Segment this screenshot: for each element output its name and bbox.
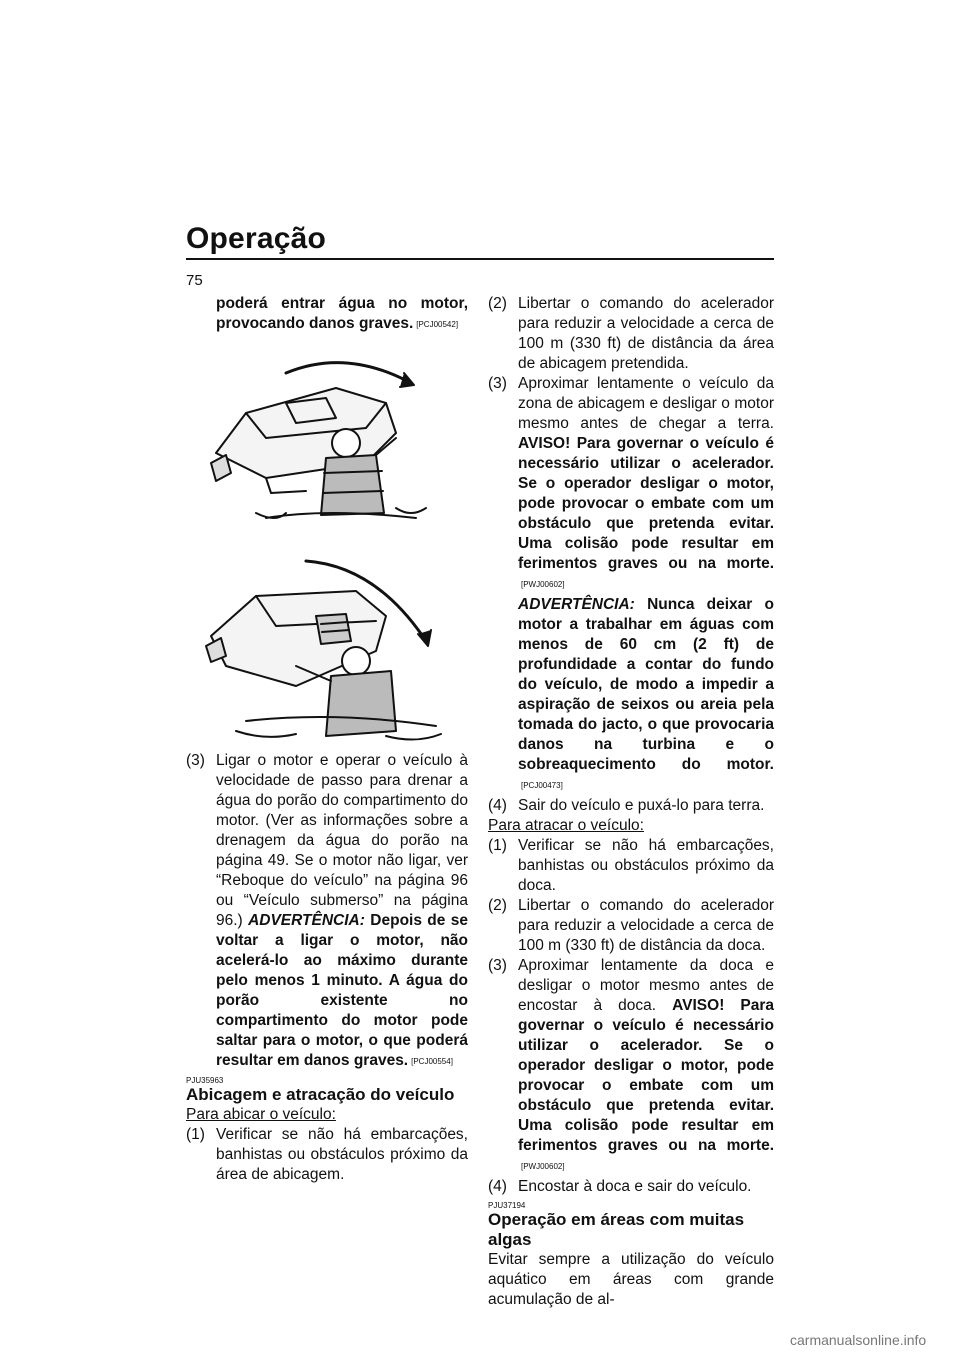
reference-code: [PWJ00602]	[521, 580, 565, 589]
left-column	[186, 294, 468, 1185]
reference-code: [PCJ00473]	[521, 781, 563, 790]
section-title: Abicagem e atracação do veículo	[186, 1085, 455, 1104]
warning-block: ADVERTÊNCIA: Nunca deixar o motor a trabalhar em águas com menos de 60 cm (2 ft) de profundidade a contar do fundo do veículo, de modo a impedir a aspiração de seixos ou areia pela tomada do jacto, o que provocaria danos na turbina e o sobreaquecimento do motor.[PCJ00473]	[518, 596, 774, 790]
list-item: (1) Verificar se não há embarcações, banhistas ou obstáculos próximo da doca.	[488, 837, 774, 894]
capsize-illustration-bottom	[186, 546, 468, 751]
list-item: (3) Ligar o motor e operar o veículo à velocidade de passo para drenar a água do porão do compartimento do motor. (Ver as informações sobre a drenagem da água do porão na página 49. Se o motor não ligar, ver “Reboque do veículo” na página 96 ou “Veículo submerso” na página 96.) ADVERTÊNCIA: Depois de se voltar a ligar o motor, não acelerá-lo ao máximo durante pelo menos 1 minuto. A água do porão existente no compartimento do motor pode saltar para o motor, o que poderá resultar em danos graves. [PCJ00554]	[186, 752, 468, 1069]
list-item: (2) Libertar o comando do acelerador para reduzir a velocidade a cerca de 100 m (330 ft) de distância da doca.	[488, 897, 774, 954]
reference-code: [PCJ00542]	[416, 320, 459, 329]
reference-code: [PWJ00602]	[521, 1162, 565, 1171]
page-header	[186, 222, 774, 256]
subheading: Para atracar o veículo:	[488, 817, 644, 834]
warning-continuation: poderá entrar água no motor, provocando danos graves. [PCJ00542]	[216, 295, 468, 332]
warning-label: ADVERTÊNCIA:	[518, 596, 635, 613]
header-divider	[186, 258, 774, 260]
section-code: PJU35963	[186, 1076, 224, 1085]
list-item: (4) Encostar à doca e sair do veículo.	[488, 1178, 752, 1195]
notice-text: AVISO! Para governar o veículo é necessário utilizar o acelerador. Se o operador desligar o motor, pode provocar o embate com um obstáculo que pretenda evitar. Uma colisão pode resultar em ferimentos graves ou na morte.	[518, 997, 774, 1154]
page-number: 75	[186, 272, 203, 289]
list-item: (4) Sair do veículo e puxá-lo para terra.	[488, 797, 765, 814]
watermark: carmanualsonline.info	[790, 1332, 927, 1348]
list-item: (3) Aproximar lentamente o veículo da zona de abicagem e desligar o motor mesmo antes de chegar a terra. AVISO! Para governar o veículo é necessário utilizar o acelerador. Se o operador desligar o motor, pode provocar o embate com um obstáculo que pretenda evitar. Uma colisão pode resultar em ferimentos graves ou na morte.[PWJ00602]	[488, 375, 774, 589]
section-title: Operação em áreas com muitas algas	[488, 1210, 745, 1249]
reference-code: [PCJ00554]	[411, 1057, 453, 1066]
list-item: (1) Verificar se não há embarcações, banhistas ou obstáculos próximo da área de abicagem.	[186, 1126, 468, 1183]
capsize-illustration-top	[186, 343, 468, 538]
right-column	[488, 294, 774, 1310]
notice-text: AVISO! Para governar o veículo é necessário utilizar o acelerador. Se o operador desligar o motor, pode provocar o embate com um obstáculo que pretenda evitar. Uma colisão pode resultar em ferimentos graves ou na morte.	[518, 435, 774, 572]
list-item: (3) Aproximar lentamente da doca e desligar o motor mesmo antes de encostar à doca. AVISO! Para governar o veículo é necessário utilizar o acelerador. Se o operador desligar o motor, pode provocar o embate com um obstáculo que pretenda evitar. Uma colisão pode resultar em ferimentos graves ou na morte.[PWJ00602]	[488, 957, 774, 1171]
list-item: (2) Libertar o comando do acelerador para reduzir a velocidade a cerca de 100 m (330 ft) de distância da área de abicagem pretendida.	[488, 295, 774, 372]
warning-label: ADVERTÊNCIA:	[248, 912, 365, 929]
subheading: Para abicar o veículo:	[186, 1106, 336, 1123]
section-code: PJU37194	[488, 1201, 526, 1210]
page-title: Operação	[186, 222, 326, 255]
section-body: Evitar sempre a utilização do veículo aquático em áreas com grande acumulação de al-	[488, 1251, 774, 1308]
